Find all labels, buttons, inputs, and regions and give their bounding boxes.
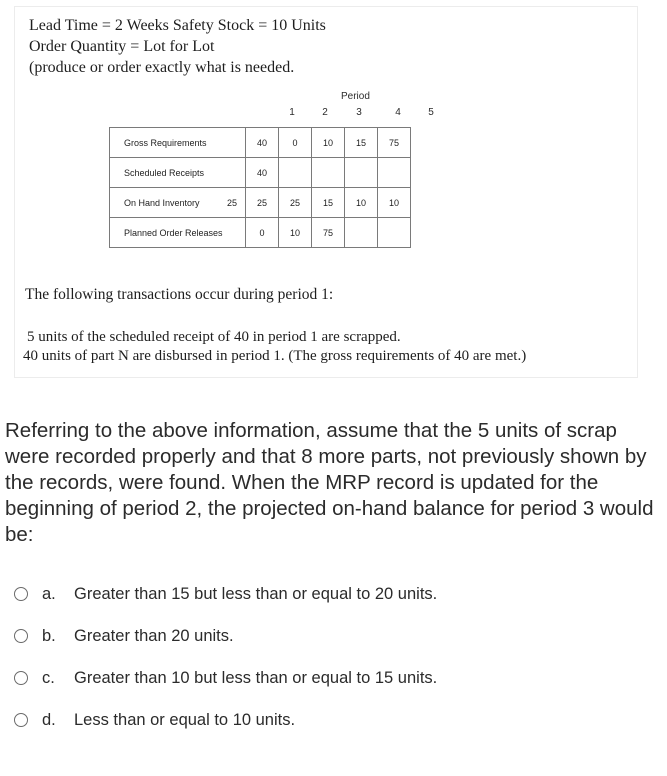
table-cell [378,218,411,248]
table-cell: 0 [279,128,312,158]
table-cell [312,158,345,188]
radio-button[interactable] [14,671,28,685]
order-quantity-line: Order Quantity = Lot for Lot [29,38,215,55]
table-row [110,128,411,158]
question-text: Referring to the above information, assume that the 5 units of scrap were recorded properly and that 8 more parts, not previously shown by the records, were found. When the MRP record is updated for the beginning of period 2, the projected on-hand balance for period 3 would be: [5,419,654,546]
option-d[interactable] [14,708,295,732]
radio-button[interactable] [14,629,28,643]
table-cell: 40 [246,158,279,188]
transactions-intro: The following transactions occur during period 1: [25,286,334,303]
table-cell [378,158,411,188]
row-label: Scheduled Receipts [110,158,246,188]
option-letter: a. [42,584,56,603]
period-number: 5 [428,107,434,118]
option-letter: b. [42,626,56,645]
period-number: 2 [322,107,328,118]
radio-button[interactable] [14,587,28,601]
table-cell [345,158,378,188]
table-cell: 10 [378,188,411,218]
row-label: Gross Requirements [110,128,246,158]
table-cell: 10 [312,128,345,158]
initial-inventory-cell: 25 [219,188,246,218]
table-cell: 75 [378,128,411,158]
row-label: On Hand Inventory [110,188,219,218]
option-text: Greater than 15 but less than or equal to 20 units. [74,584,438,603]
table-cell: 25 [279,188,312,218]
option-text: Less than or equal to 10 units. [74,710,296,729]
table-cell: 15 [312,188,345,218]
option-letter: d. [42,710,56,729]
table-row [110,158,411,188]
period-number: 4 [395,107,401,118]
table-cell: 10 [345,188,378,218]
period-label: Period [341,91,370,102]
table-row [110,218,411,248]
table-row [110,188,411,218]
option-letter: c. [42,668,55,687]
option-text: Greater than 20 units. [74,626,234,645]
table-cell: 15 [345,128,378,158]
table-cell: 75 [312,218,345,248]
option-a[interactable] [14,582,437,606]
row-label: Planned Order Releases [110,218,246,248]
lot-note-line: (produce or order exactly what is needed. [29,59,295,76]
period-number: 3 [356,107,362,118]
table-cell [345,218,378,248]
lead-time-line: Lead Time = 2 Weeks Safety Stock = 10 Units [29,17,326,34]
table-cell: 40 [246,128,279,158]
period-number: 1 [289,107,295,118]
table-cell: 0 [246,218,279,248]
option-c[interactable] [14,666,437,690]
table-cell [279,158,312,188]
mrp-table [109,127,411,248]
transaction-line: 5 units of the scheduled receipt of 40 in period 1 are scrapped. [27,329,401,345]
transaction-line: 40 units of part N are disbursed in period 1. (The gross requirements of 40 are met.) [23,348,527,364]
table-cell: 10 [279,218,312,248]
option-b[interactable] [14,624,234,648]
table-cell: 25 [246,188,279,218]
problem-figure [14,6,638,378]
option-text: Greater than 10 but less than or equal to 15 units. [74,668,438,687]
radio-button[interactable] [14,713,28,727]
